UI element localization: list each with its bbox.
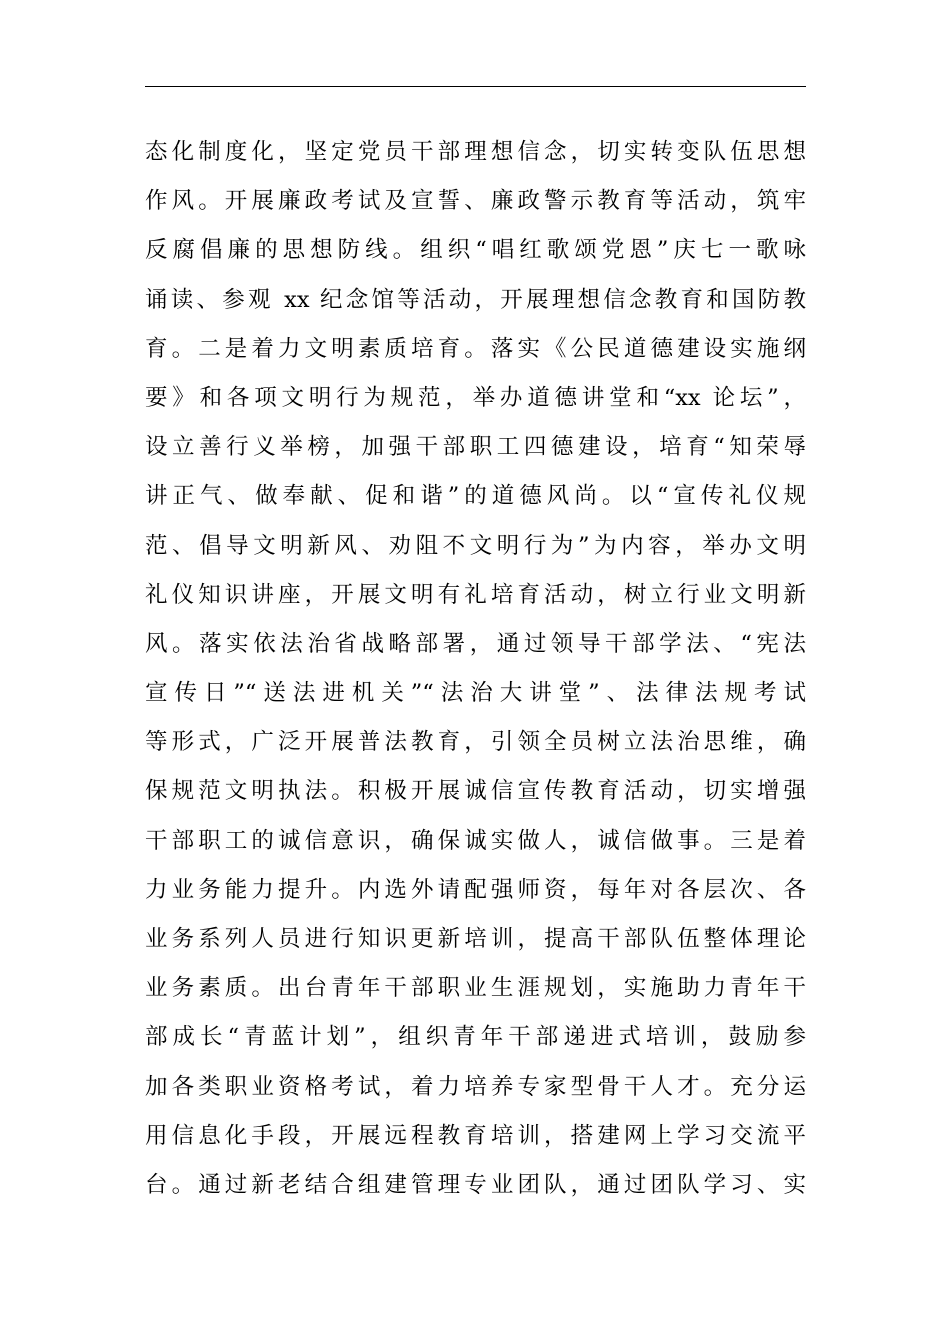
text-line-9: 范、倡导文明新风、劝阻不文明行为”为内容，举办文明 xyxy=(145,532,806,559)
text-line-12: 宣传日”“送法进机关”“法治大讲堂”、法律法规考试 xyxy=(145,680,806,707)
text-line-19: 部成长“青蓝计划”，组织青年干部递进式培训，鼓励参 xyxy=(145,1024,806,1051)
text-line-2: 作风。开展廉政考试及宣誓、廉政警示教育等活动，筑牢 xyxy=(145,188,806,215)
document-body xyxy=(145,128,806,1210)
text-line-5: 育。二是着力文明素质培育。落实《公民道德建设实施纲 xyxy=(145,335,806,362)
text-line-22: 台。通过新老结合组建管理专业团队，通过团队学习、实 xyxy=(145,1171,806,1198)
text-line-20: 加各类职业资格考试，着力培养专家型骨干人才。充分运 xyxy=(145,1073,806,1100)
text-line-17: 业务系列人员进行知识更新培训，提高干部队伍整体理论 xyxy=(145,926,806,952)
text-line-18: 业务素质。出台青年干部职业生涯规划，实施助力青年干 xyxy=(145,975,806,1002)
text-line-14: 保规范文明执法。积极开展诚信宣传教育活动，切实增强 xyxy=(145,778,806,805)
text-line-13: 等形式，广泛开展普法教育，引领全员树立法治思维，确 xyxy=(145,729,806,756)
text-line-6: 要》和各项文明行为规范，举办道德讲堂和“xx 论坛”， xyxy=(145,384,806,411)
text-line-8: 讲正气、做奉献、促和谐”的道德风尚。以“宣传礼仪规 xyxy=(145,483,806,510)
text-line-21: 用信息化手段，开展远程教育培训，搭建网上学习交流平 xyxy=(145,1122,806,1149)
text-line-7: 设立善行义举榜，加强干部职工四德建设，培育“知荣辱 xyxy=(145,434,806,461)
text-line-4: 诵读、参观 xx 纪念馆等活动，开展理想信念教育和国防教 xyxy=(145,286,806,313)
text-line-11: 风。落实依法治省战略部署，通过领导干部学法、“宪法 xyxy=(145,630,806,657)
text-line-16: 力业务能力提升。内选外请配强师资，每年对各层次、各 xyxy=(145,876,806,903)
text-line-1: 态化制度化，坚定党员干部理想信念，切实转变队伍思想 xyxy=(145,139,806,165)
text-line-15: 干部职工的诚信意识，确保诚实做人，诚信做事。三是着 xyxy=(145,827,806,854)
header-rule xyxy=(145,86,806,87)
text-line-10: 礼仪知识讲座，开展文明有礼培育活动，树立行业文明新 xyxy=(145,581,806,608)
text-line-3: 反腐倡廉的思想防线。组织“唱红歌颂党恩”庆七一歌咏 xyxy=(145,237,806,264)
